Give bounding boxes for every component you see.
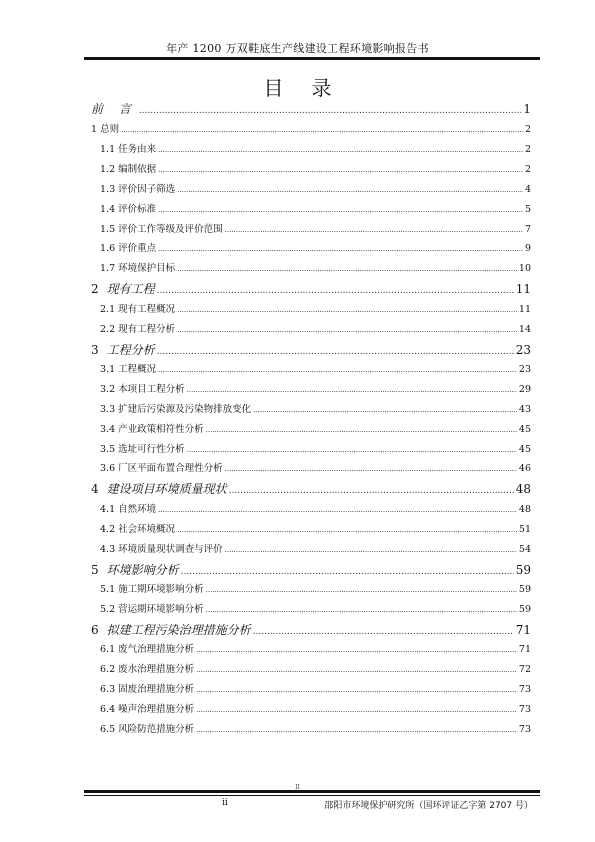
toc-leader-dots (253, 627, 514, 637)
toc-leader-dots (157, 286, 514, 296)
table-of-contents (91, 100, 531, 741)
toc-entry-subsection[interactable] (91, 221, 531, 241)
toc-leader-dots (177, 326, 517, 334)
toc-entry-subsection[interactable] (91, 260, 531, 280)
toc-entry-chapter[interactable] (91, 480, 531, 501)
toc-entry-subsection[interactable] (91, 501, 531, 521)
toc-leader-dots (196, 726, 517, 734)
toc-entry-page: 48 (515, 482, 531, 497)
toc-entry-page: 45 (518, 423, 531, 435)
toc-entry-label: 1.1 任务由来 (100, 144, 157, 155)
toc-entry-label (91, 280, 155, 297)
toc-entry-page: 73 (518, 684, 531, 696)
toc-leader-dots (177, 306, 517, 314)
toc-entry-label (91, 621, 251, 638)
toc-leader-dots (177, 186, 523, 194)
toc-entry-page: 72 (518, 664, 531, 676)
toc-entry-page: 14 (518, 323, 531, 335)
toc-entry-subsection[interactable] (91, 361, 531, 381)
toc-leader-dots (229, 486, 514, 496)
toc-entry-label: 3.3 扩建后污染源及污染物排放变化 (100, 403, 252, 415)
toc-entry-subsection[interactable] (91, 701, 531, 721)
toc-entry-subsection[interactable] (91, 141, 531, 161)
toc-leader-dots (158, 206, 523, 214)
toc-leader-dots (158, 146, 523, 154)
toc-entry-label: 6.5 风险防范措施分析 (100, 723, 195, 735)
toc-title: 目录 (263, 76, 360, 100)
toc-entry-label: 5.1 施工期环境影响分析 (100, 584, 204, 596)
toc-entry-label: 1.4 评价标准 (100, 203, 157, 215)
toc-entry-page: 2 (524, 144, 531, 155)
toc-entry-chapter[interactable] (91, 341, 531, 362)
toc-entry-label: 1 总则 (91, 123, 120, 135)
toc-entry-subsection[interactable] (91, 601, 531, 621)
toc-leader-dots (139, 106, 522, 116)
toc-leader-dots (225, 465, 517, 473)
header-rule (84, 57, 540, 60)
toc-entry-page: 43 (518, 403, 531, 415)
toc-entry-label: 3.6 厂区平面布置合理性分析 (100, 463, 223, 475)
toc-entry-page: 7 (524, 223, 531, 235)
toc-entry-subsection[interactable] (91, 460, 531, 480)
toc-entry-subsection[interactable] (91, 401, 531, 421)
toc-entry-label: 3.1 工程概况 (100, 364, 157, 376)
toc-entry-page: 71 (518, 644, 531, 656)
toc-entry-label (91, 561, 179, 578)
toc-entry-chapter[interactable] (91, 280, 531, 301)
toc-entry-subsection[interactable] (91, 721, 531, 741)
toc-entry-label: 6.1 废气治理措施分析 (100, 644, 195, 656)
toc-leader-dots (177, 526, 517, 534)
toc-leader-dots (181, 567, 514, 577)
toc-entry-chapter[interactable] (91, 121, 531, 142)
toc-entry-page: 73 (518, 723, 531, 735)
toc-entry-page: 11 (518, 303, 531, 315)
toc-entry-page: 10 (518, 263, 531, 275)
toc-leader-dots (121, 126, 523, 134)
toc-entry-page: 59 (515, 562, 531, 577)
toc-entry-subsection[interactable] (91, 381, 531, 401)
document-header-title: 年产 1200 万双鞋底生产线建设工程环境影响报告书 (166, 42, 429, 55)
toc-entry-page: 48 (518, 503, 531, 515)
toc-entry-label: 3.4 产业政策相符性分析 (100, 423, 204, 435)
toc-entry-label: 1.3 评价因子筛选 (100, 183, 176, 195)
toc-entry-page: 71 (515, 622, 531, 637)
toc-entry-label (91, 341, 155, 358)
toc-entry-subsection[interactable] (91, 181, 531, 201)
toc-entry-label: 4.2 社会环境概况 (100, 523, 176, 535)
toc-entry-page: 45 (518, 443, 531, 455)
toc-leader-dots (158, 245, 523, 253)
toc-entry-subsection[interactable] (91, 681, 531, 701)
toc-leader-dots (196, 686, 517, 694)
toc-section-title: 环境影响分析 (106, 562, 179, 577)
toc-entry-preface[interactable] (91, 100, 531, 121)
toc-entry-label: 6.3 固废治理措施分析 (100, 684, 195, 696)
toc-entry-subsection[interactable] (91, 161, 531, 181)
toc-entry-subsection[interactable] (91, 421, 531, 441)
toc-section-number: 5 (91, 562, 99, 577)
toc-leader-dots (196, 646, 517, 654)
toc-entry-subsection[interactable] (91, 201, 531, 221)
toc-entry-subsection[interactable] (91, 441, 531, 461)
toc-entry-label: 5.2 营运期环境影响分析 (100, 603, 204, 615)
toc-entry-page: 1 (523, 102, 531, 116)
toc-entry-page: 2 (524, 163, 531, 175)
toc-entry-subsection[interactable] (91, 661, 531, 681)
toc-entry-page: 59 (518, 603, 531, 615)
toc-section-number: 6 (91, 622, 99, 637)
toc-entry-label: 4.3 环境质量现状调查与评价 (100, 543, 223, 555)
toc-leader-dots (187, 386, 517, 394)
toc-entry-page: 29 (518, 383, 531, 395)
toc-entry-page: 4 (524, 183, 531, 195)
toc-entry-label: 6.2 废水治理措施分析 (100, 664, 195, 676)
toc-section-number: 3 (91, 342, 99, 357)
toc-entry-page: 9 (524, 243, 531, 255)
toc-entry-label: 1.6 评价重点 (100, 243, 157, 255)
toc-entry-page: 2 (524, 123, 531, 135)
toc-entry-label: 1.2 编制依据 (100, 163, 157, 175)
toc-section-title: 建设项目环境质量现状 (106, 482, 227, 497)
footer-mark: II (295, 784, 300, 791)
toc-leader-dots (158, 166, 523, 174)
footer-page-number: ii (222, 798, 228, 808)
toc-section-title: 现有工程 (106, 282, 155, 297)
toc-entry-label: 2.1 现有工程概况 (100, 303, 176, 315)
toc-entry-label: 6.4 噪声治理措施分析 (100, 703, 195, 715)
toc-entry-page: 5 (524, 203, 531, 215)
toc-leader-dots (157, 347, 514, 357)
toc-leader-dots (196, 706, 517, 714)
toc-entry-subsection[interactable] (91, 521, 531, 541)
toc-entry-label: 1.7 环境保护目标 (100, 263, 176, 275)
toc-entry-label: 3.2 本项目工程分析 (100, 383, 185, 395)
toc-entry-label: 3.5 选址可行性分析 (100, 443, 185, 455)
toc-entry-page: 54 (518, 543, 531, 555)
footer-rule (84, 790, 540, 793)
toc-entry-subsection[interactable] (91, 240, 531, 260)
toc-entry-page: 51 (518, 523, 531, 535)
toc-leader-dots (206, 606, 517, 614)
toc-leader-dots (158, 366, 517, 374)
footer-organization: 邵阳市环境保护研究所（国环评证乙字第 2707 号） (324, 801, 533, 811)
toc-leader-dots (196, 666, 517, 674)
toc-entry-subsection[interactable] (91, 301, 531, 321)
toc-section-title: 工程分析 (106, 342, 155, 357)
toc-entry-subsection[interactable] (91, 581, 531, 601)
toc-leader-dots (225, 226, 523, 234)
toc-entry-chapter[interactable] (91, 621, 531, 642)
footer-rule-thin (84, 795, 540, 796)
toc-entry-page: 59 (518, 584, 531, 596)
toc-leader-dots (225, 546, 517, 554)
toc-entry-page: 23 (515, 342, 531, 357)
toc-entry-subsection[interactable] (91, 541, 531, 561)
toc-leader-dots (187, 446, 517, 454)
toc-section-number: 4 (91, 482, 99, 497)
toc-entry-page: 73 (518, 703, 531, 715)
toc-section-number: 2 (91, 282, 99, 297)
toc-leader-dots (177, 265, 517, 273)
toc-entry-page: 23 (518, 364, 531, 376)
toc-leader-dots (253, 406, 517, 414)
toc-leader-dots (206, 586, 517, 594)
toc-entry-label: 2.2 现有工程分析 (100, 323, 176, 335)
toc-section-title: 拟建工程污染治理措施分析 (106, 622, 251, 637)
toc-entry-label: 前 言 (91, 102, 137, 116)
toc-entry-label: 4.1 自然环境 (100, 503, 157, 515)
toc-leader-dots (158, 506, 517, 514)
toc-entry-subsection[interactable] (91, 641, 531, 661)
toc-entry-label: 1.5 评价工作等级及评价范围 (100, 223, 223, 235)
toc-entry-label (91, 480, 227, 497)
toc-entry-page: 46 (518, 463, 531, 475)
toc-entry-page: 11 (515, 282, 531, 297)
toc-entry-chapter[interactable] (91, 561, 531, 582)
toc-leader-dots (206, 426, 517, 434)
toc-entry-subsection[interactable] (91, 321, 531, 341)
